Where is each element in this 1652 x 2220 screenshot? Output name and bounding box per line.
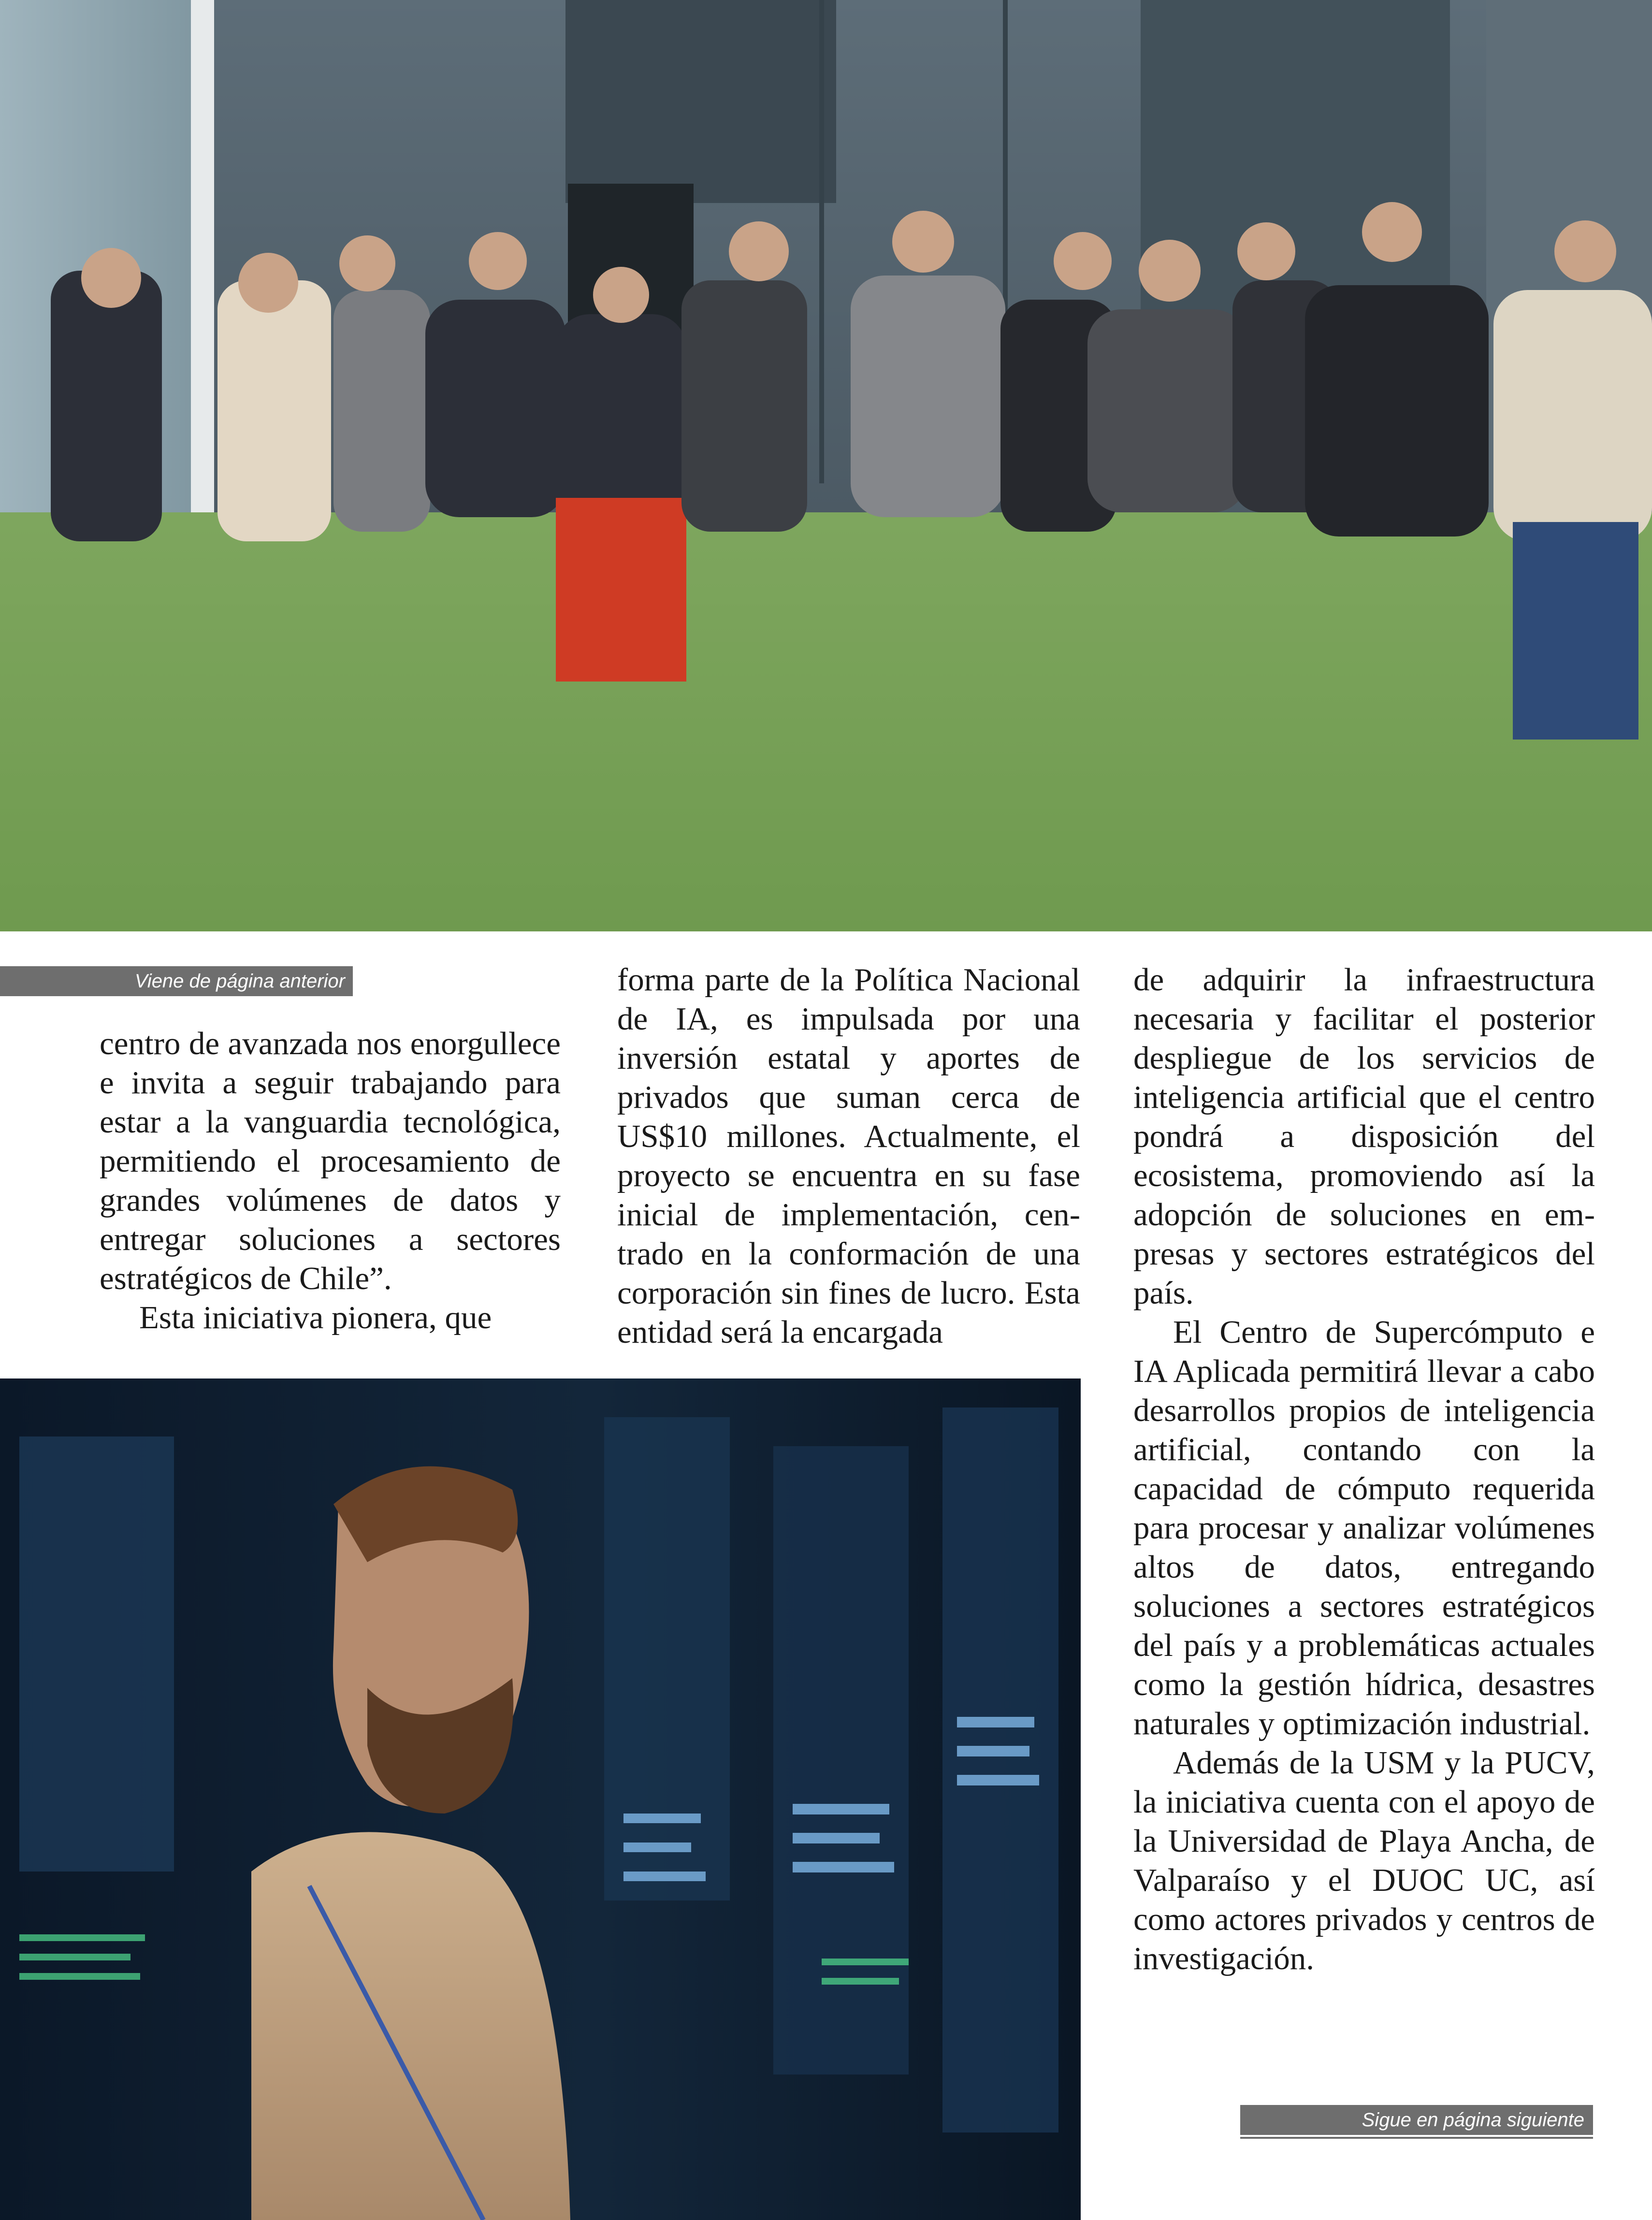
server-room-photo bbox=[0, 1378, 1081, 2220]
continued-on-next-page-tag: Sigue en página siguiente bbox=[1240, 2105, 1593, 2135]
article-column-2 bbox=[617, 960, 1080, 1352]
column-3-paragraph-3: Además de la USM y la PUCV, la iniciativa cuenta con el apoyo de la Universidad de Playa Ancha, de Valparaíso y el DUOC UC, así como actores privados y centros de investigación. bbox=[1133, 1745, 1595, 1976]
article-column-3 bbox=[1133, 960, 1595, 1978]
column-1-paragraph-2: Esta iniciativa pionera, que bbox=[139, 1300, 492, 1335]
column-1-paragraph-1: centro de avanzada nos enorgullece e invita a seguir trabajando para estar a la vanguardia tecnológica, permitiendo el procesamiento de grandes volúmenes de datos y entregar soluciones a sectores estratégicos de Chile”. bbox=[100, 1026, 561, 1296]
column-2-paragraph-1: forma parte de la Política Nacional de IA, es impulsada por una inversión estatal y aportes de privados que suman cerca de US$10 millones. Actualmente, el proyecto se encuentra en su fase inicial de implementación, centrado en la conformación de una corporación sin fines de lucro. Esta entidad será la encargada bbox=[617, 962, 1080, 1350]
column-3-paragraph-2: El Centro de Supercómputo e IA Aplicada permitirá llevar a cabo desarrollos propios de inteligencia artificial, contando con la capacidad de cómputo requerida para procesar y analizar volúmenes altos de datos, entregando soluciones a sectores estratégicos del país y a problemáticas actuales como la gestión hídrica, desastres naturales y optimización industrial. bbox=[1133, 1314, 1595, 1741]
group-photo bbox=[0, 0, 1652, 931]
article-column-1 bbox=[100, 1024, 561, 1337]
continued-from-previous-page-tag: Viene de página anterior bbox=[0, 966, 353, 996]
column-3-paragraph-1: de adquirir la infraestructura necesaria y facilitar el posterior despliegue de los servicios de inteligencia artificial que el centro pondrá a disposición del ecosistema, promoviendo así la adopción de soluciones en empresas y sectores estratégicos del país. bbox=[1133, 962, 1595, 1311]
